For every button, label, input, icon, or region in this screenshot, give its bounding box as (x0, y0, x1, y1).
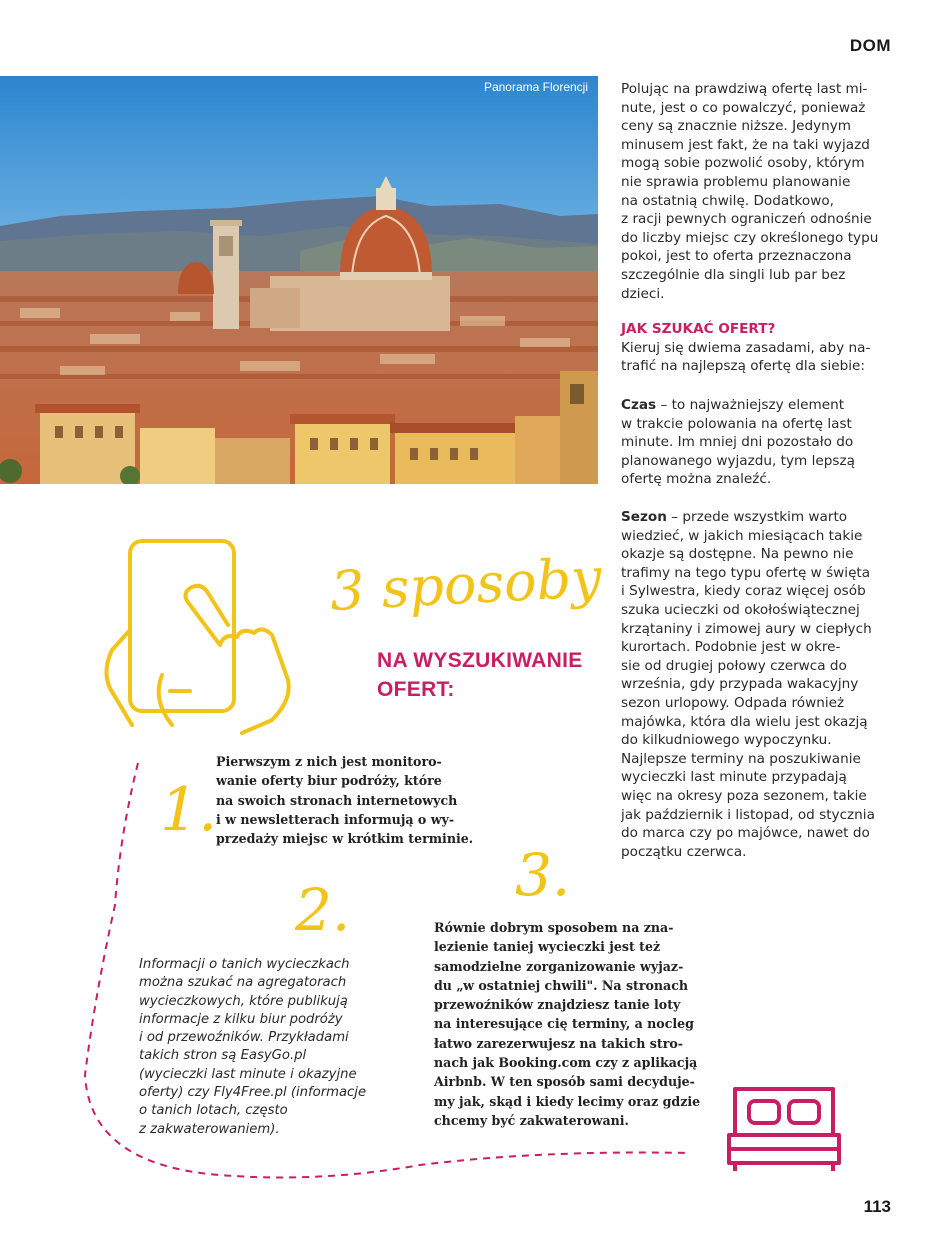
number-three: 3. (515, 841, 571, 909)
infographic-title: NA WYSZUKIWANIE OFERT: (377, 649, 583, 701)
czas-paragraph: Czas – to najważniejszy element w trakcie polowania na ofertę last minute. Im mniej dni pozostało do planowanego wyjazdu, tym lepszą ofertę można znaleźć. (621, 397, 855, 488)
photo-caption: Panorama Florencji (483, 80, 588, 94)
script-title: 3 sposoby (328, 545, 604, 624)
florence-illustration (0, 76, 598, 484)
intro-text: Polując na prawdziwą ofertę last mi- nute, jest o co powalczyć, ponieważ ceny są znacznie niższe. Jedynym minusem jest fakt, że na taki wyjazd mogą sobie pozwolić osoby, którym nie sprawia problemu planowanie na ostatnią chwilę. Dodatkowo, z racji pewnych ograniczeń odnośnie do liczby miejsc czy określonego typu pokoi, jest to oferta przeznaczona szczególnie dla singli lub par bez dzieci. (621, 81, 879, 302)
section-heading: JAK SZUKAĆ OFERT? (621, 321, 776, 337)
sezon-paragraph: Sezon – przede wszystkim warto wiedzieć, w jakich miesiącach takie okazje są dostępne. Na pewno nie trafimy na tego typu ofertę w święta i Sylwestra, kiedy coraz więcej osób szuka ucieczki od okołoświątecznej krzątaniny i zimowej aury w ciepłych kurortach. Podobnie jest w okre- sie od drugiej połowy czerwca do września, gdy przypada wakacyjny sezon urlopowy. Odpada również majówka, która dla wielu jest okazją do kilkudniowego wypoczynku. Najlepsze terminy na poszukiwanie wycieczki last minute przypadają więc na okresy poza sezonem, takie jak październik i listopad, od stycznia do marca czy po majówce, nawet do początku czerwca. (621, 509, 875, 860)
way-three-text: Równie dobrym sposobem na zna- lezienie taniej wycieczki jest też samodzielne zorganizowanie wyjaz- du „w ostatniej chwili". Na stronach przewoźników znajdziesz tanie loty na interesujące cię terminy, a nocleg łatwo zarezerwujesz na takich stro- nach jak Booking.com czy z aplikacją Airbnb. W ten sposób sami decyduje- my jak, skąd i kiedy lecimy oraz gdzie chcemy być zakwaterowani. (434, 920, 701, 1128)
way-one-text: Pierwszym z nich jest monitoro- wanie oferty biur podróży, które na swoich stronach internetowych i w newsletterach informują o wy- przedaży miejsc w krótkim terminie. (216, 754, 474, 847)
section-label: DOM (849, 36, 891, 55)
way-two-text: Informacji o tanich wycieczkach można szukać na agregatorach wycieczkowych, które publikują informacje z kilku biur podróży i od przewoźników. Przykładami takich stron są EasyGo.pl (wycieczki last minute i okazyjne oferty) czy Fly4Free.pl (informacje o tanich lotach, często z zakwaterowaniem). (139, 957, 367, 1137)
bed-icon (725, 1085, 845, 1175)
hand-phone-icon (92, 535, 307, 735)
number-two: 2. (295, 876, 351, 944)
how-to-search-section: JAK SZUKAĆ OFERT? Kieruj się dwiema zasadami, aby na- trafić na najlepszą ofertę dla siebie: (621, 320, 891, 376)
page-number: 113 (863, 1197, 891, 1216)
number-one: 1. (160, 775, 218, 845)
florence-panorama-photo (0, 76, 598, 484)
